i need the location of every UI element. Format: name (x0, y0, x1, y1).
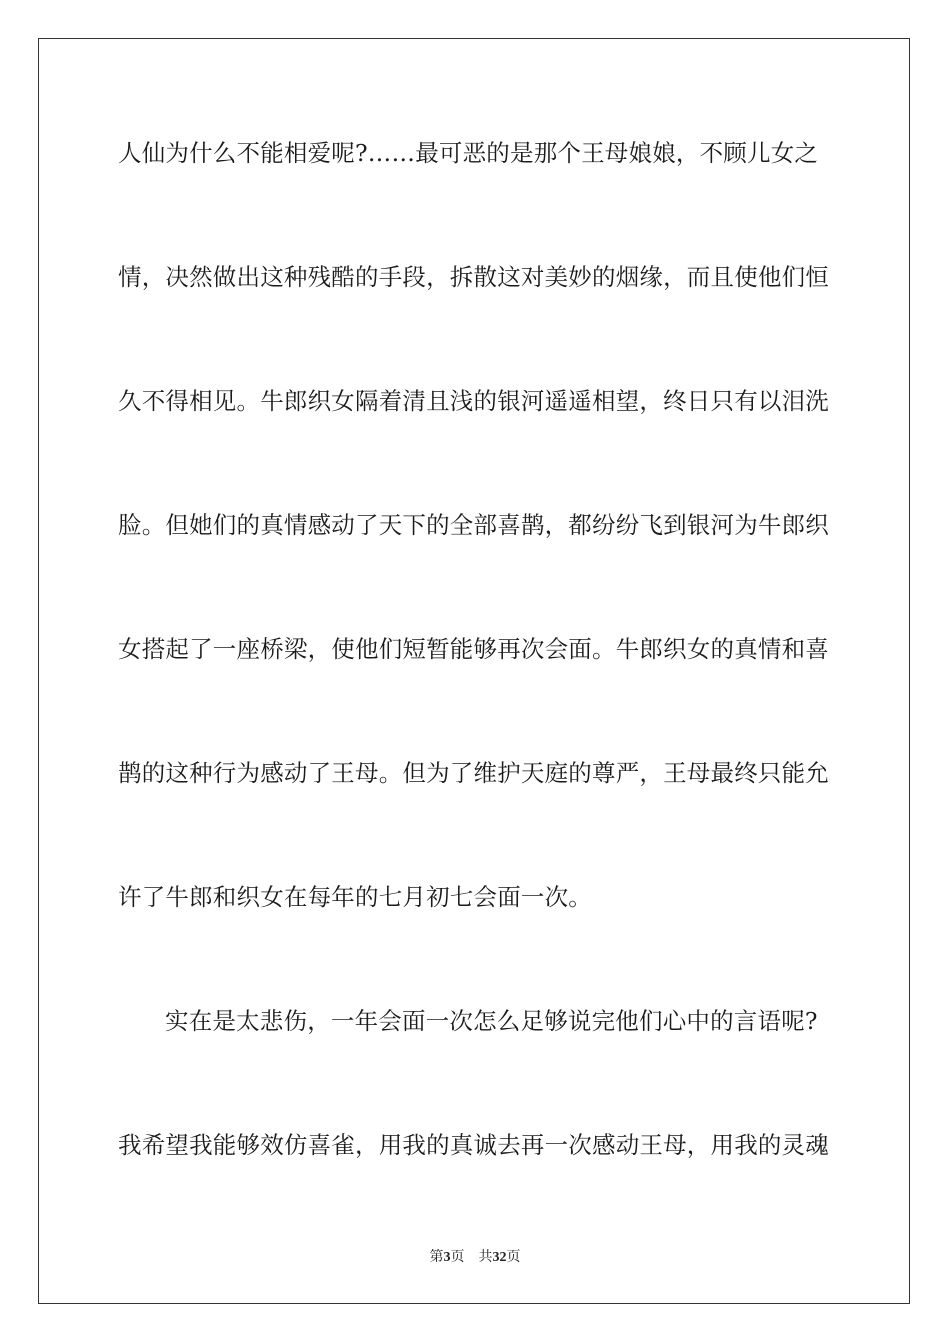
paragraph-line-4: 脸。但她们的真情感动了天下的全部喜鹊，都纷纷飞到银河为牛郎织 (118, 511, 829, 539)
paragraph-line-5: 女搭起了一座桥梁，使他们短暂能够再次会面。牛郎织女的真情和喜 (118, 635, 829, 663)
total-suffix: 页 (506, 1249, 521, 1265)
total-prefix: 共 (478, 1249, 493, 1265)
paragraph-line-8: 实在是太悲伤，一年会面一次怎么足够说完他们心中的言语呢? (165, 1007, 818, 1035)
paragraph-line-9: 我希望我能够效仿喜雀，用我的真诚去再一次感动王母，用我的灵魂 (118, 1131, 829, 1159)
paragraph-line-1: 人仙为什么不能相爱呢?……最可恶的是那个王母娘娘，不顾儿女之 (118, 139, 819, 167)
page-footer (0, 1247, 950, 1268)
paragraph-line-6: 鹊的这种行为感动了王母。但为了维护天庭的尊严，王母最终只能允 (118, 759, 829, 787)
page-border (38, 38, 910, 1304)
paragraph-line-2: 情，决然做出这种残酷的手段，拆散这对美妙的烟缘，而且使他们恒 (118, 263, 829, 291)
total-pages: 32 (492, 1250, 507, 1265)
page-prefix: 第 (429, 1249, 444, 1265)
page-suffix: 页 (450, 1249, 465, 1265)
paragraph-line-3: 久不得相见。牛郎织女隔着清且浅的银河遥遥相望，终日只有以泪洗 (118, 387, 829, 415)
page-number: 3 (443, 1250, 451, 1265)
paragraph-line-7: 许了牛郎和织女在每年的七月初七会面一次。 (118, 883, 592, 911)
